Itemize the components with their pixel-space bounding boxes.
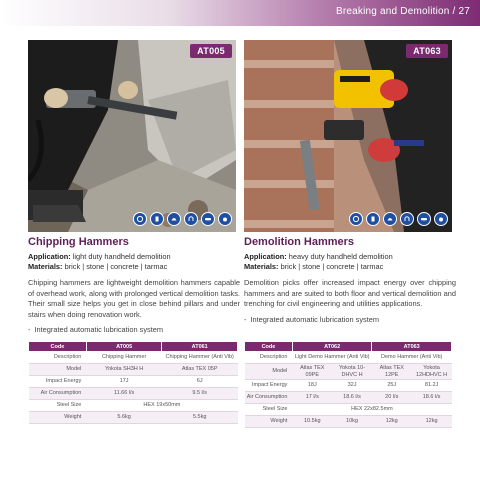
table-header-row (245, 342, 452, 352)
demolition-hammers-section (244, 236, 456, 325)
table-cell: 10kg (332, 416, 372, 428)
materials-value: brick | stone | concrete | tarmac (280, 262, 384, 271)
goggles-icon (201, 212, 215, 226)
bullet-text: Integrated automatic lubrication system (34, 325, 164, 334)
row-label: Impact Energy (245, 380, 293, 392)
row-label: Description (245, 352, 293, 364)
chipping-spec-table (28, 341, 238, 424)
section-title: Demolition Hammers (244, 236, 355, 248)
table-cell: 20 l/s (372, 392, 412, 404)
table-cell: 11.66 l/s (86, 388, 162, 400)
hand-icon (218, 212, 232, 226)
row-label: Model (29, 364, 87, 376)
table-cell: Chipping Hammer (86, 352, 162, 364)
demolition-hammer-illustration (244, 40, 452, 232)
table-cell: 5.5kg (162, 412, 238, 424)
bullet-dash: - (28, 325, 31, 334)
table-cell: Chipping Hammer (Anti Vib) (162, 352, 238, 364)
section-description: Chipping hammers are lightweight demolition hammers capable of overhead work, along with prolonged vertical demolition tasks. Their small size helps you get in close behind pillars and under stairs when doing renovation work. (28, 278, 240, 319)
table-cell: 12kg (412, 416, 452, 428)
demolition-spec-table (244, 341, 452, 428)
table-header-cell: Code (29, 342, 87, 352)
table-cell: 25J (372, 380, 412, 392)
row-label: Weight (245, 416, 293, 428)
table-cell: Demo Hammer (Anti Vib) (372, 352, 452, 364)
row-label: Air Consumption (29, 388, 87, 400)
feature-bullet (244, 315, 456, 325)
application-value: heavy duty handheld demolition (288, 252, 393, 261)
section-description: Demolition picks offer increased impact energy over chipping hammers and are suited to both floor and vertical demolition and trenching for civil engineering and utilities applications. (244, 278, 456, 308)
table-header-cell: AT005 (86, 342, 162, 352)
row-label: Description (29, 352, 87, 364)
table-header-cell: AT061 (162, 342, 238, 352)
application-value: light duty handheld demolition (72, 252, 171, 261)
application-line (244, 252, 456, 262)
table-row (245, 380, 452, 392)
materials-value: brick | stone | concrete | tarmac (64, 262, 168, 271)
glove-icon (366, 212, 380, 226)
table-cell: 12kg (372, 416, 412, 428)
section-title: Chipping Hammers (28, 236, 129, 248)
goggles-icon (417, 212, 431, 226)
table-cell: 10.5kg (292, 416, 332, 428)
row-label: Steel Size (245, 404, 293, 416)
ppe-icon-row (133, 212, 232, 226)
model-badge-at063: AT063 (406, 44, 448, 58)
table-cell: Light Demo Hammer (Anti Vib) (292, 352, 372, 364)
table-row (29, 388, 238, 400)
hand-icon (434, 212, 448, 226)
table-cell: HEX 19x50mm (86, 400, 237, 412)
table-cell: Atlas TEX 12PE (372, 364, 412, 380)
application-label: Application: (28, 252, 71, 261)
table-row (29, 352, 238, 364)
table-row (29, 412, 238, 424)
row-label: Weight (29, 412, 87, 424)
table-cell: 17J (86, 376, 162, 388)
table-row (245, 404, 452, 416)
glove-icon (150, 212, 164, 226)
chipping-hammer-illustration (28, 40, 236, 232)
hard-hat-icon (167, 212, 181, 226)
application-label: Application: (244, 252, 287, 261)
table-row (245, 416, 452, 428)
row-label: Impact Energy (29, 376, 87, 388)
materials-label: Materials: (244, 262, 279, 271)
table-cell: 5.6kg (86, 412, 162, 424)
table-cell: 6J (162, 376, 238, 388)
row-label: Steel Size (29, 400, 87, 412)
table-header-cell: AT062 (292, 342, 372, 352)
table-cell: 32J (332, 380, 372, 392)
materials-label: Materials: (28, 262, 63, 271)
face-shield-icon (349, 212, 363, 226)
table-cell: Yokota SH3H H (86, 364, 162, 376)
table-row (29, 364, 238, 376)
table-cell: 18.6 l/s (412, 392, 452, 404)
chipping-hammers-section (28, 236, 240, 335)
application-line (28, 252, 240, 262)
hard-hat-icon (383, 212, 397, 226)
demolition-hammer-photo (244, 40, 452, 232)
model-badge-at005: AT005 (190, 44, 232, 58)
table-cell: 18.6 l/s (332, 392, 372, 404)
table-cell: 81.2J (412, 380, 452, 392)
table-cell: 18J (292, 380, 332, 392)
table-row (29, 400, 238, 412)
ear-defender-icon (184, 212, 198, 226)
table-cell: Yokota 10-DHVC H (332, 364, 372, 380)
table-cell: Atlas TEX 09PE (292, 364, 332, 380)
row-label: Air Consumption (245, 392, 293, 404)
row-label: Model (245, 364, 293, 380)
bullet-text: Integrated automatic lubrication system (250, 314, 380, 324)
materials-line (28, 262, 240, 272)
face-shield-icon (133, 212, 147, 226)
table-cell: 17 l/s (292, 392, 332, 404)
table-cell: 9.5 l/s (162, 388, 238, 400)
ear-defender-icon (400, 212, 414, 226)
feature-bullet (28, 325, 240, 335)
ppe-icon-row (349, 212, 448, 226)
bullet-dash: - (244, 314, 247, 324)
table-row (245, 364, 452, 380)
page-title: Breaking and Demolition / 27 (335, 6, 470, 17)
table-cell: HEX 22x82.5mm (292, 404, 451, 416)
table-row (245, 392, 452, 404)
table-row (29, 376, 238, 388)
chipping-hammer-photo (28, 40, 236, 232)
table-cell: Atlas TEX 05P (162, 364, 238, 376)
table-row (245, 352, 452, 364)
table-header-cell: AT063 (372, 342, 452, 352)
materials-line (244, 262, 456, 272)
table-cell: Yokota 12HDHVC H (412, 364, 452, 380)
table-header-row (29, 342, 238, 352)
table-header-cell: Code (245, 342, 293, 352)
